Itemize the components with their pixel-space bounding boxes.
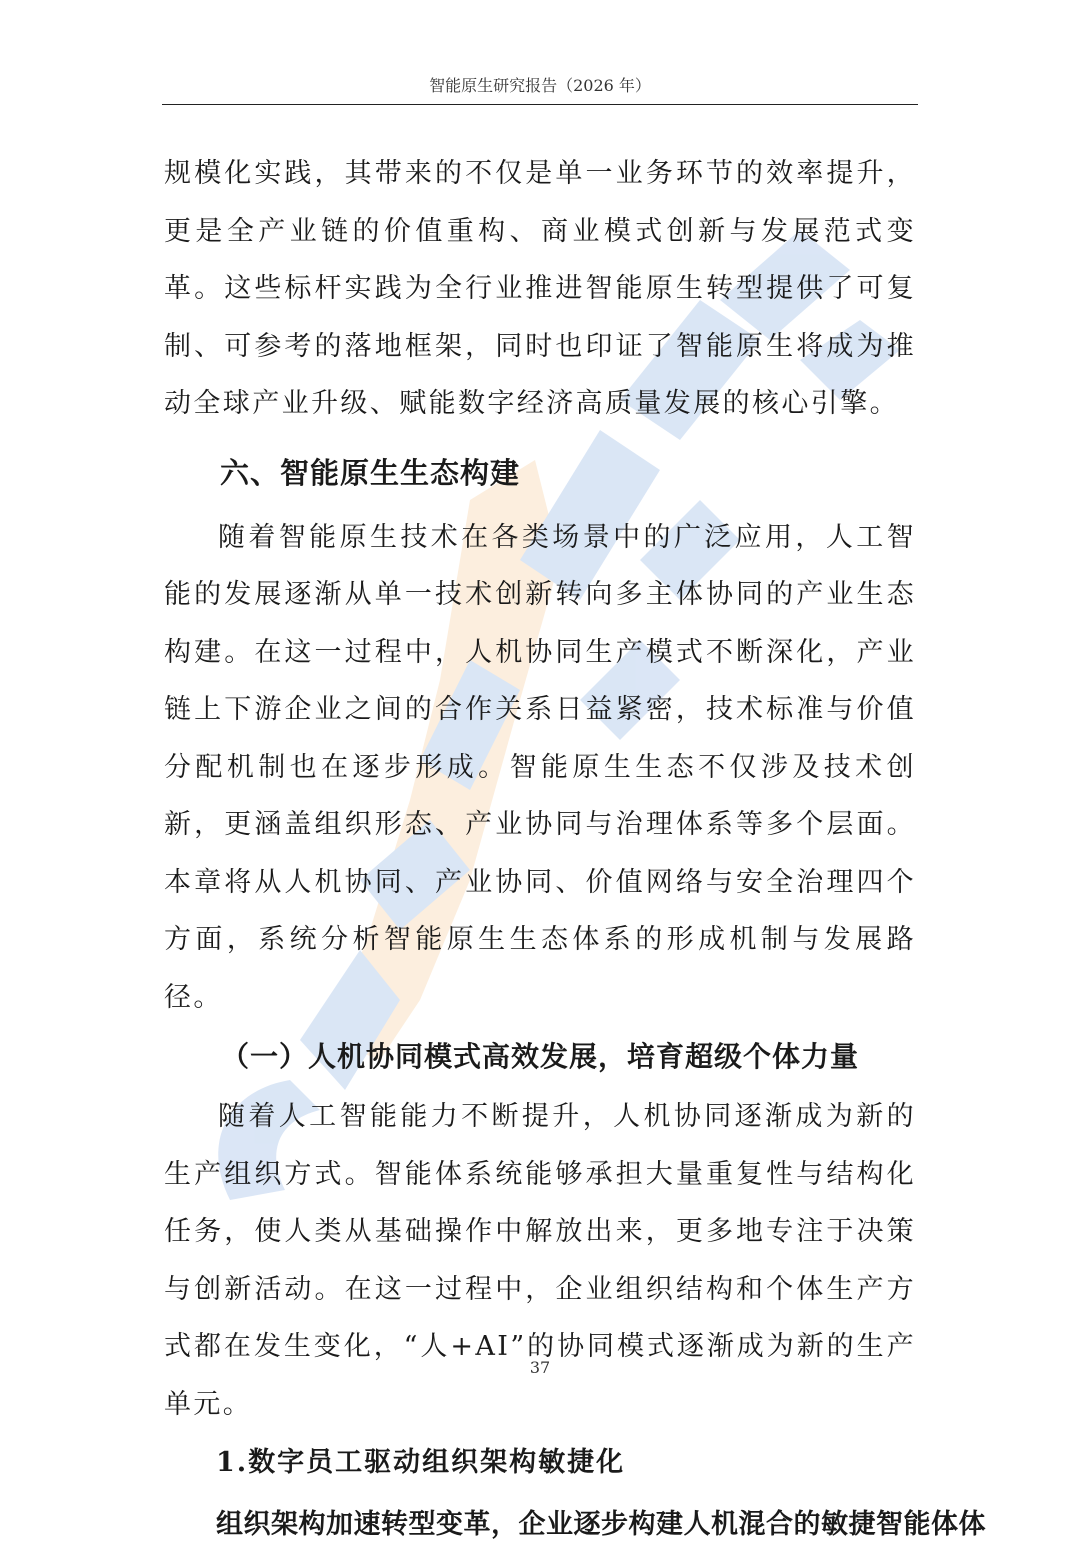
page-body	[164, 145, 986, 1555]
body-paragraph: 规模化实践，其带来的不仅是单一业务环节的效率提升，更是全产业链的价值重构、商业模式创新与发展范式变革。这些标杆实践为全行业推进智能原生转型提供了可复制、可参考的落地框架，同时也印证了智能原生将成为推动全球产业升级、赋能数字经济高质量发展的核心引擎。	[164, 158, 916, 419]
sub-heading: 1.数字员工驱动组织架构敏捷化	[216, 1447, 626, 1478]
body-paragraph: 随着人工智能能力不断提升，人机协同逐渐成为新的生产组织方式。智能体系统能够承担大量重复性与结构化任务，使人类从基础操作中解放出来，更多地专注于决策与创新活动。在这一过程中，企业组织结构和个体生产方式都在发生变化，“人+AI”的协同模式逐渐成为新的生产单元。	[164, 1101, 916, 1420]
running-header: 智能原生研究报告（2026 年）	[162, 68, 918, 105]
subsection-title: （一）人机协同模式高效发展，培育超级个体力量	[220, 1040, 859, 1073]
body-paragraph: 随着智能原生技术在各类场景中的广泛应用，人工智能的发展逐渐从单一技术创新转向多主体协同的产业生态构建。在这一过程中，人机协同生产模式不断深化，产业链上下游企业之间的合作关系日益紧密，技术标准与价值分配机制也在逐步形成。智能原生生态不仅涉及技术创新，更涵盖组织形态、产业协同与治理体系等多个层面。本章将从人机协同、产业协同、价值网络与安全治理四个方面，系统分析智能原生生态体系的形成机制与发展路径。	[164, 521, 916, 1013]
section-title: 六、智能原生生态构建	[220, 455, 521, 490]
page-number: 37	[529, 1358, 551, 1377]
bold-lead-sentence: 组织架构加速转型变革，企业逐步构建人机混合的敏捷智能体体	[216, 1509, 986, 1540]
